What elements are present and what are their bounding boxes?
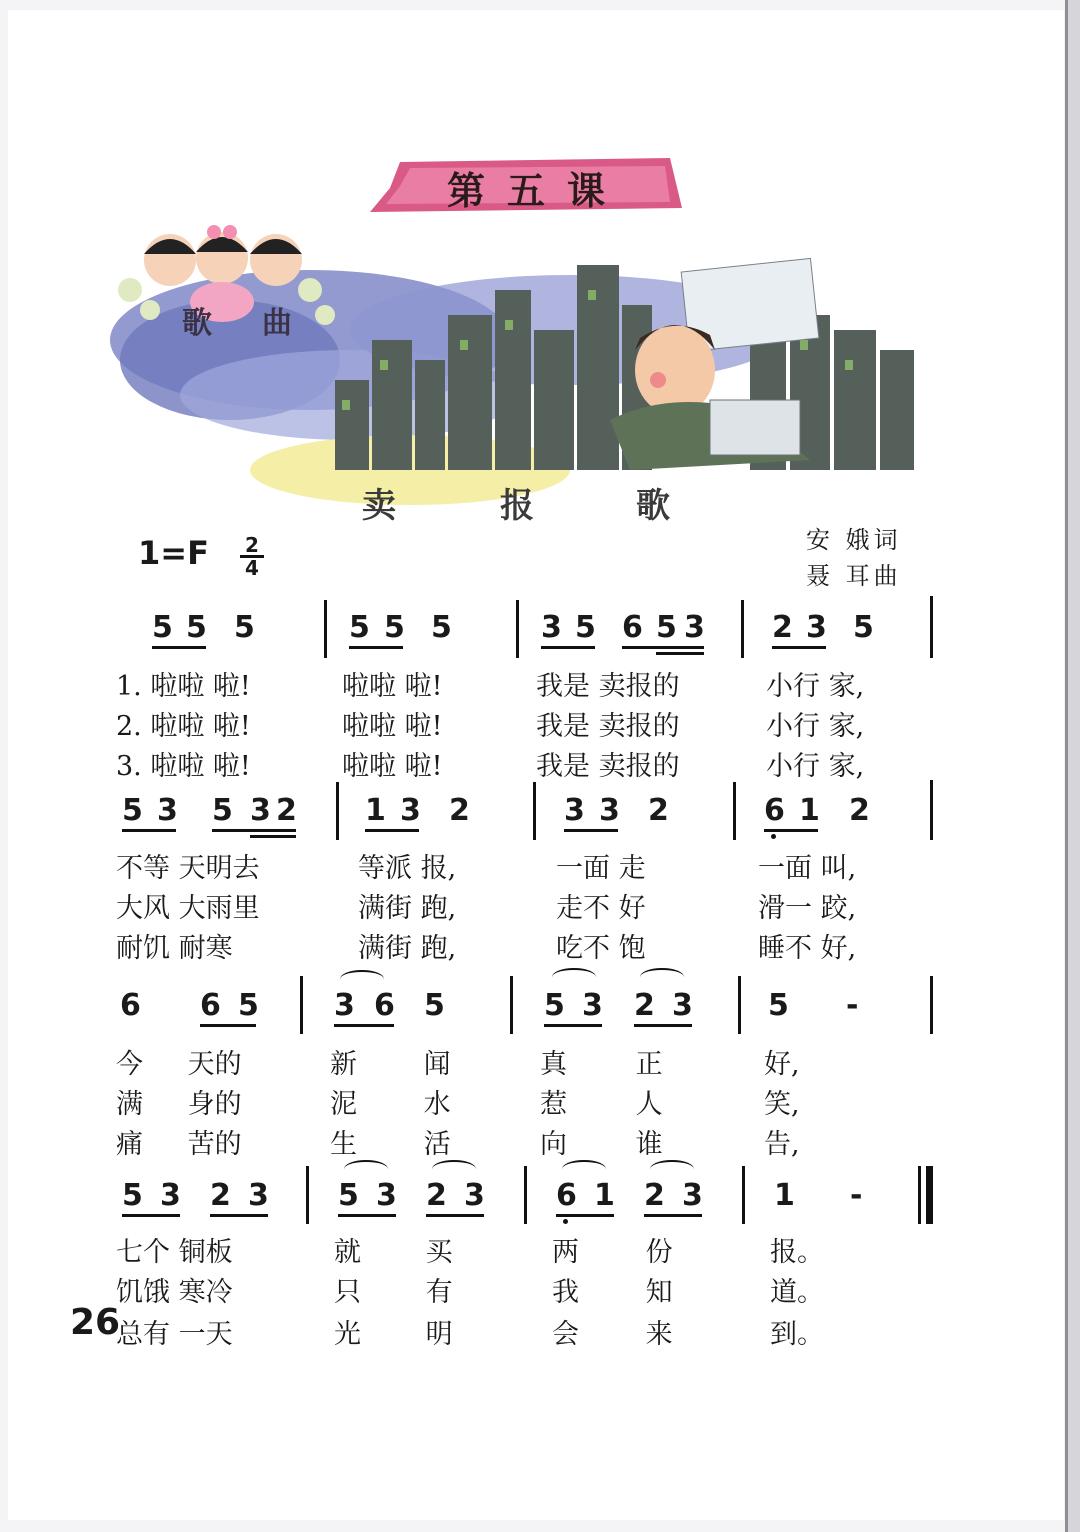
lyric: 好, <box>764 1049 800 1080</box>
lyric: 小行 家, <box>766 751 865 782</box>
note: 3 <box>564 793 585 828</box>
lyric: 光 明 <box>334 1319 453 1350</box>
time-signature <box>240 533 264 580</box>
sixteenth-beam <box>656 652 704 655</box>
eighth-beam <box>772 646 826 649</box>
note: 5 <box>186 610 207 645</box>
lyric: 饥饿 寒冷 <box>116 1277 233 1308</box>
genre-char-1: 歌 <box>182 306 212 341</box>
note: 6 <box>374 988 395 1023</box>
barline <box>533 782 536 840</box>
note: 6 <box>764 793 785 828</box>
note: 2 <box>648 793 669 828</box>
song-title-char-1: 卖 <box>362 486 396 526</box>
time-signature-bottom: 4 <box>245 556 259 580</box>
newsboy-illustration <box>110 220 940 520</box>
lyric: 3. 啦啦 啦! <box>116 751 251 782</box>
time-signature-top: 2 <box>245 533 259 557</box>
lyric: 我 知 <box>552 1277 673 1308</box>
lyric: 等派 报, <box>358 853 457 884</box>
note: 2 <box>210 1178 231 1213</box>
lyric: 大风 大雨里 <box>116 893 260 924</box>
lyric: 1. 啦啦 啦! <box>116 671 251 702</box>
eighth-beam <box>644 1214 702 1217</box>
lyric: 满 身的 <box>116 1089 242 1120</box>
note: 1 <box>365 793 386 828</box>
note: 5 <box>575 610 596 645</box>
barline <box>300 976 303 1034</box>
eighth-beam <box>334 1024 394 1027</box>
eighth-beam <box>349 646 403 649</box>
note: 5 <box>338 1178 359 1213</box>
slur <box>432 1160 476 1178</box>
note: 5 <box>768 988 789 1023</box>
lyric: 总有 一天 <box>116 1319 233 1350</box>
note: 5 <box>656 610 677 645</box>
note: 6 <box>622 610 643 645</box>
lyric: 报。 <box>770 1237 824 1268</box>
sixteenth-beam <box>250 835 296 838</box>
barline <box>524 1166 527 1224</box>
note: 5 <box>544 988 565 1023</box>
lyric: 会 来 <box>552 1319 673 1350</box>
eighth-beam <box>426 1214 484 1217</box>
note: 2 <box>634 988 655 1023</box>
lyric: 只 有 <box>334 1277 453 1308</box>
slur <box>562 1160 606 1178</box>
lyric: 道。 <box>770 1277 824 1308</box>
note: 3 <box>250 793 271 828</box>
lyric: 痛 苦的 <box>116 1129 242 1160</box>
note: 6 <box>120 988 141 1023</box>
note: 3 <box>464 1178 485 1213</box>
slur <box>640 968 684 986</box>
note: 5 <box>384 610 405 645</box>
lyric: 小行 家, <box>766 711 865 742</box>
lyric: 走不 好 <box>556 893 646 924</box>
lyric: 满街 跑, <box>358 933 457 964</box>
slur <box>552 968 596 986</box>
barline <box>742 1166 745 1224</box>
lyric: 2. 啦啦 啦! <box>116 711 251 742</box>
eighth-beam <box>152 646 206 649</box>
note: 6 <box>556 1178 577 1213</box>
note: 1 <box>774 1178 795 1213</box>
lyric: 真 正 <box>540 1049 663 1080</box>
final-barline-thick <box>926 1166 933 1224</box>
note: 5 <box>238 988 259 1023</box>
barline <box>930 976 933 1034</box>
lyric: 一面 叫, <box>758 853 857 884</box>
lyric: 两 份 <box>552 1237 673 1268</box>
song-title-char-3: 歌 <box>636 486 670 526</box>
eighth-beam <box>122 829 176 832</box>
low-octave-dot <box>771 834 776 839</box>
eighth-beam <box>212 829 296 832</box>
lyric: 我是 卖报的 <box>536 751 680 782</box>
lyric: 生 活 <box>330 1129 451 1160</box>
note: 5 <box>431 610 452 645</box>
lyric: 吃不 饱 <box>556 933 646 964</box>
note: 2 <box>426 1178 447 1213</box>
note: 3 <box>599 793 620 828</box>
lyric: 惹 人 <box>540 1089 663 1120</box>
note: 5 <box>152 610 173 645</box>
note: 2 <box>276 793 297 828</box>
barline <box>306 1166 309 1224</box>
eighth-beam <box>556 1214 614 1217</box>
note: 3 <box>672 988 693 1023</box>
eighth-beam <box>764 829 818 832</box>
barline <box>336 782 339 840</box>
lyric: 七个 铜板 <box>116 1237 233 1268</box>
note: 5 <box>424 988 445 1023</box>
slur <box>340 970 384 988</box>
lyric: 一面 走 <box>556 853 646 884</box>
eighth-beam <box>365 829 419 832</box>
note: 5 <box>349 610 370 645</box>
lyric: 泥 水 <box>330 1089 451 1120</box>
barline <box>510 976 513 1034</box>
note: 3 <box>248 1178 269 1213</box>
eighth-beam <box>564 829 618 832</box>
lyric: 不等 天明去 <box>116 853 260 884</box>
note: 3 <box>541 610 562 645</box>
page-edge-line <box>1065 0 1068 1532</box>
eighth-beam <box>210 1214 268 1217</box>
lyric: 耐饥 耐寒 <box>116 933 233 964</box>
lesson-title: 第五课 <box>446 169 627 213</box>
key-signature: 1=F <box>138 534 209 572</box>
barline <box>738 976 741 1034</box>
note: 3 <box>682 1178 703 1213</box>
low-octave-dot <box>563 1219 568 1224</box>
note: 3 <box>157 793 178 828</box>
composer-credit: 聂 耳曲 <box>806 562 902 590</box>
note: 3 <box>806 610 827 645</box>
note: 5 <box>234 610 255 645</box>
lyric: 睡不 好, <box>758 933 857 964</box>
note: 2 <box>849 793 870 828</box>
lyric: 啦啦 啦! <box>342 751 443 782</box>
final-barline-thin <box>918 1166 921 1224</box>
barline <box>930 780 933 840</box>
slur <box>650 1160 694 1178</box>
eighth-beam <box>122 1214 180 1217</box>
note: 3 <box>400 793 421 828</box>
note: 5 <box>853 610 874 645</box>
eighth-beam <box>338 1214 396 1217</box>
lyric: 告, <box>764 1129 800 1160</box>
lyric: 到。 <box>770 1319 824 1350</box>
note: 5 <box>122 1178 143 1213</box>
note: 2 <box>772 610 793 645</box>
lyric: 我是 卖报的 <box>536 671 680 702</box>
lyric: 向 谁 <box>540 1129 663 1160</box>
song-title-char-2: 报 <box>500 486 534 526</box>
lyric: 我是 卖报的 <box>536 711 680 742</box>
lyric: 小行 家, <box>766 671 865 702</box>
barline <box>741 600 744 658</box>
barline <box>516 600 519 658</box>
barline <box>733 782 736 840</box>
lyric: 啦啦 啦! <box>342 671 443 702</box>
note: 3 <box>582 988 603 1023</box>
lyric: 今 天的 <box>116 1049 242 1080</box>
dash: - <box>846 988 859 1023</box>
lyric: 新 闻 <box>330 1049 451 1080</box>
lyric: 啦啦 啦! <box>342 711 443 742</box>
barline <box>930 596 933 658</box>
slur <box>344 1160 388 1178</box>
barline <box>324 600 327 658</box>
lyric: 笑, <box>764 1089 800 1120</box>
note: 3 <box>684 610 705 645</box>
note: 2 <box>644 1178 665 1213</box>
note: 2 <box>449 793 470 828</box>
note: 3 <box>334 988 355 1023</box>
lyric: 滑一 跤, <box>758 893 857 924</box>
eighth-beam <box>541 646 595 649</box>
page-number: 26 <box>70 1302 121 1343</box>
lyric: 就 买 <box>334 1237 453 1268</box>
note: 6 <box>200 988 221 1023</box>
lyric: 满街 跑, <box>358 893 457 924</box>
eighth-beam <box>544 1024 602 1027</box>
note: 1 <box>594 1178 615 1213</box>
eighth-beam <box>622 646 704 649</box>
genre-char-2: 曲 <box>262 306 292 341</box>
note: 3 <box>376 1178 397 1213</box>
lyricist-credit: 安 娥词 <box>806 526 902 554</box>
note: 5 <box>122 793 143 828</box>
eighth-beam <box>634 1024 692 1027</box>
dash: - <box>850 1178 863 1213</box>
page-edge <box>1066 0 1080 1532</box>
note: 3 <box>160 1178 181 1213</box>
note: 1 <box>799 793 820 828</box>
note: 5 <box>212 793 233 828</box>
eighth-beam <box>200 1024 256 1027</box>
